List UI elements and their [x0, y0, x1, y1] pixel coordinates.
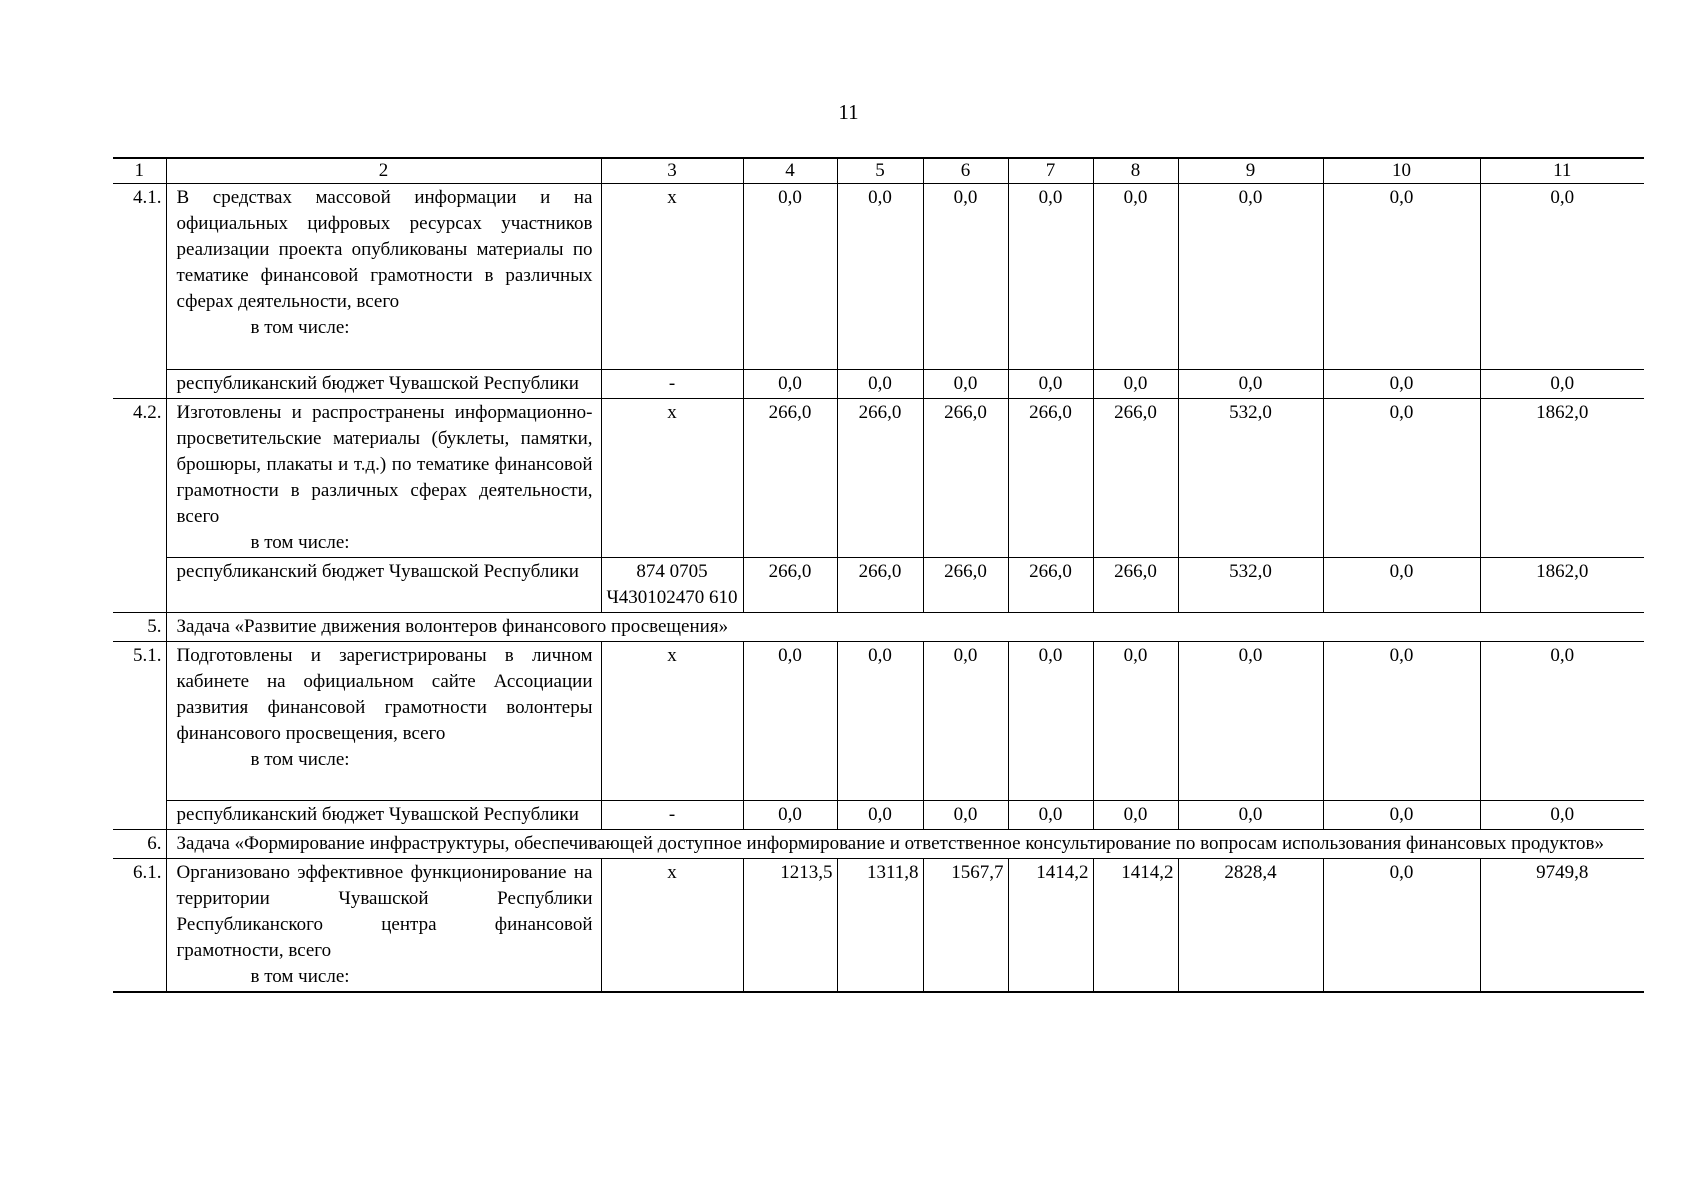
value-cell: 0,0 — [1323, 859, 1480, 993]
value-cell: 0,0 — [1093, 370, 1178, 399]
value-cell: 0,0 — [1093, 184, 1178, 370]
value-cell: 0,0 — [1093, 642, 1178, 801]
value-cell: 0,0 — [743, 184, 837, 370]
value-cell: 266,0 — [1093, 399, 1178, 558]
value-cell: 0,0 — [743, 370, 837, 399]
budget-table — [113, 157, 1644, 993]
value-cell: 0,0 — [1323, 399, 1480, 558]
value-cell: 0,0 — [1323, 642, 1480, 801]
row-description-text: Подготовлены и зарегистрированы в личном кабинете на официальном сайте Ассоциации развития финансовой грамотности волонтеры финансового просвещения, всего — [176, 645, 593, 744]
value-cell: 266,0 — [923, 558, 1008, 613]
value-cell: 532,0 — [1178, 399, 1323, 558]
value-cell: 266,0 — [1093, 558, 1178, 613]
value-cell: 0,0 — [743, 801, 837, 830]
value-cell: 9749,8 — [1480, 859, 1644, 993]
value-cell: 0,0 — [923, 642, 1008, 801]
value-cell: 0,0 — [1178, 801, 1323, 830]
row-number: 6. — [113, 830, 166, 859]
value-cell: 0,0 — [837, 801, 923, 830]
table-row — [113, 399, 1644, 558]
value-cell: 0,0 — [1008, 184, 1093, 370]
value-cell: 0,0 — [923, 801, 1008, 830]
value-cell: 0,0 — [837, 370, 923, 399]
row-number: 5. — [113, 613, 166, 642]
row-description: республиканский бюджет Чувашской Республики — [166, 801, 601, 830]
table-row — [113, 184, 1644, 370]
value-cell: 266,0 — [1008, 558, 1093, 613]
column-number: 3 — [601, 158, 743, 184]
value-cell: 0,0 — [923, 370, 1008, 399]
value-cell: 0,0 — [1178, 370, 1323, 399]
value-cell: 0,0 — [1178, 642, 1323, 801]
value-cell: 0,0 — [1178, 184, 1323, 370]
row-number: 5.1. — [113, 642, 166, 830]
row-description: республиканский бюджет Чувашской Республики — [166, 370, 601, 399]
row-number: 4.1. — [113, 184, 166, 399]
value-cell: 1311,8 — [837, 859, 923, 993]
value-cell: 1213,5 — [743, 859, 837, 993]
value-cell: 0,0 — [837, 184, 923, 370]
row-subtotal-label: в том числе: — [250, 966, 350, 987]
column-number: 6 — [923, 158, 1008, 184]
row-description — [166, 642, 601, 801]
value-cell: 0,0 — [743, 642, 837, 801]
value-cell: 266,0 — [837, 399, 923, 558]
value-cell: 0,0 — [1480, 642, 1644, 801]
table-row — [113, 370, 1644, 399]
page-number: 11 — [838, 100, 859, 124]
row-description-text: В средствах массовой информации и на официальных цифровых ресурсах участников реализации проекта опубликованы материалы по тематике финансовой грамотности в различных сферах деятельности, всего — [176, 187, 593, 312]
value-cell: 1567,7 — [923, 859, 1008, 993]
column-number: 5 — [837, 158, 923, 184]
row-subtotal-label: в том числе: — [250, 317, 350, 338]
value-cell: 266,0 — [923, 399, 1008, 558]
table-row — [113, 558, 1644, 613]
budget-code: х — [601, 184, 743, 370]
value-cell: 266,0 — [743, 558, 837, 613]
row-number: 4.2. — [113, 399, 166, 613]
budget-code: - — [601, 370, 743, 399]
task-title: Задача «Формирование инфраструктуры, обеспечивающей доступное информирование и ответственное консультирование по вопросам использования финансовых продуктов» — [166, 830, 1644, 859]
value-cell: 266,0 — [743, 399, 837, 558]
value-cell: 1414,2 — [1008, 859, 1093, 993]
column-number-row — [113, 158, 1644, 184]
value-cell: 532,0 — [1178, 558, 1323, 613]
column-number: 9 — [1178, 158, 1323, 184]
value-cell: 1862,0 — [1480, 399, 1644, 558]
value-cell: 0,0 — [1480, 184, 1644, 370]
row-description: республиканский бюджет Чувашской Республики — [166, 558, 601, 613]
value-cell: 0,0 — [1323, 370, 1480, 399]
table-row — [113, 859, 1644, 993]
column-number: 8 — [1093, 158, 1178, 184]
value-cell: 2828,4 — [1178, 859, 1323, 993]
task-row — [113, 613, 1644, 642]
budget-code: х — [601, 399, 743, 558]
column-number: 11 — [1480, 158, 1644, 184]
value-cell: 0,0 — [1093, 801, 1178, 830]
row-subtotal-label: в том числе: — [250, 749, 350, 770]
column-number: 1 — [113, 158, 166, 184]
table-row — [113, 642, 1644, 801]
row-number: 6.1. — [113, 859, 166, 993]
value-cell: 0,0 — [1480, 801, 1644, 830]
value-cell: 0,0 — [1008, 642, 1093, 801]
task-row — [113, 830, 1644, 859]
row-description — [166, 184, 601, 370]
value-cell: 0,0 — [1008, 370, 1093, 399]
row-description — [166, 859, 601, 993]
value-cell: 266,0 — [837, 558, 923, 613]
value-cell: 0,0 — [923, 184, 1008, 370]
value-cell: 0,0 — [1008, 801, 1093, 830]
value-cell: 266,0 — [1008, 399, 1093, 558]
budget-code: 874 0705 Ч430102470 610 — [601, 558, 743, 613]
column-number: 10 — [1323, 158, 1480, 184]
task-title: Задача «Развитие движения волонтеров финансового просвещения» — [166, 613, 1644, 642]
value-cell: 1862,0 — [1480, 558, 1644, 613]
column-number: 7 — [1008, 158, 1093, 184]
budget-code: - — [601, 801, 743, 830]
value-cell: 0,0 — [1323, 801, 1480, 830]
column-number: 4 — [743, 158, 837, 184]
budget-code: х — [601, 642, 743, 801]
row-subtotal-label: в том числе: — [250, 532, 350, 553]
row-description-text: Изготовлены и распространены информационно-просветительские материалы (буклеты, памятки, брошюры, плакаты и т.д.) по тематике финансовой грамотности в различных сферах деятельности, всего — [176, 402, 593, 527]
budget-code: х — [601, 859, 743, 993]
value-cell: 0,0 — [837, 642, 923, 801]
row-description-text: Организовано эффективное функционирование на территории Чувашской Республики Республиканского центра финансовой грамотности, всего — [176, 862, 593, 961]
value-cell: 0,0 — [1480, 370, 1644, 399]
table-row — [113, 801, 1644, 830]
column-number: 2 — [166, 158, 601, 184]
row-description — [166, 399, 601, 558]
value-cell: 0,0 — [1323, 558, 1480, 613]
value-cell: 1414,2 — [1093, 859, 1178, 993]
value-cell: 0,0 — [1323, 184, 1480, 370]
